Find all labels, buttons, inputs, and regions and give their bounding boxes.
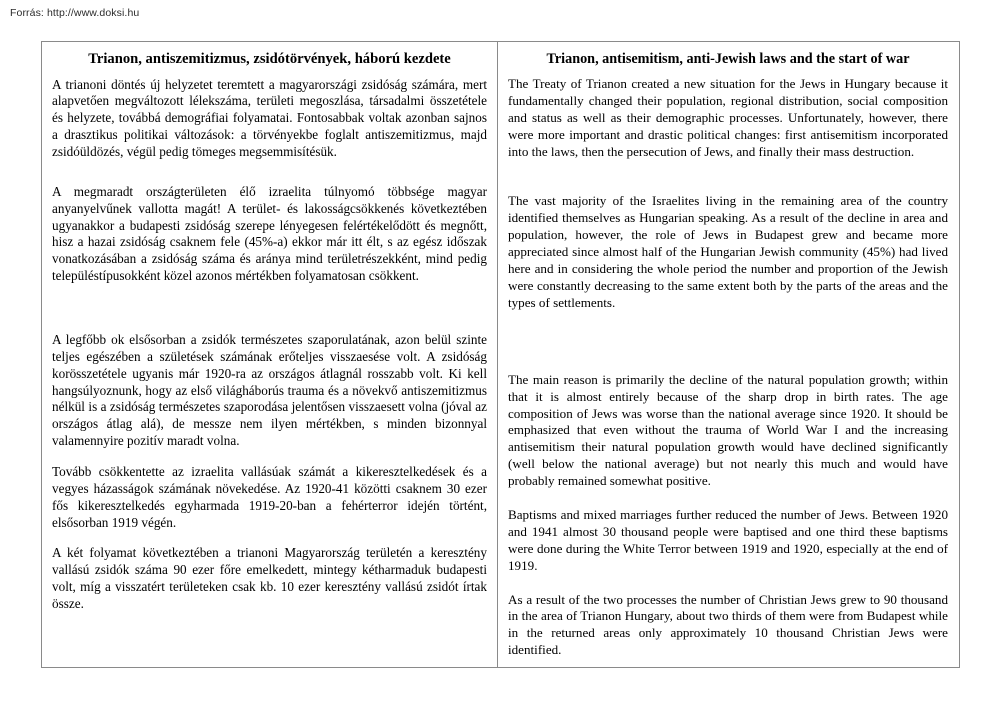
bilingual-comparison-table xyxy=(41,41,960,668)
english-paragraph-4: Baptisms and mixed marriages further reduced the number of Jews. Between 1920 and 1941 almost 30 thousand people were baptised and one third these baptisms were done during the White Terror between 1919 and 1920, especially at the end of 1919. xyxy=(508,506,948,573)
english-column-content xyxy=(508,51,948,659)
paragraph-gap xyxy=(508,312,948,372)
english-paragraph-2: The vast majority of the Israelites living in the remaining area of the country identified themselves as Hungarian speaking. As a result of the decline in area and population, however, the role of Jews in Budapest grew and became more appreciated since almost half of the Hungarian Jewish community (45%) had lived here and in considering the whole period the number and proportion of the Jewish were constantly decreasing to the same extent both by the parts of the areas and the types of settlements. xyxy=(508,193,948,310)
paragraph-gap xyxy=(52,450,487,464)
source-url-header: Forrás: http://www.doksi.hu xyxy=(10,7,140,19)
hungarian-paragraph-1: A trianoni döntés új helyzetet teremtett a magyarországi zsidóság számára, mert alapvetően megváltozott lélekszáma, területi megoszlása, társadalmi összetétele és helyzete, továbbá demográfiai folyamatai. Fontosabbak voltak azonban sajnos a drasztikus politikai változások: a törvényekbe foglalt antiszemitizmus, majd zsidóüldözés, végül pedig tömeges megsemmisítésük. xyxy=(52,76,487,159)
hungarian-paragraph-4: Tovább csökkentette az izraelita vallásúak számát a kikeresztelkedések és a vegyes házasságok számának növekedése. Az 1920-41 közötti csaknem 30 ezer fős kikeresztelkedés egyharmada 1919-20-ban a fehérterror idején történt, elsősorban 1919 végén. xyxy=(52,463,487,530)
paragraph-gap xyxy=(52,161,487,184)
paragraph-gap xyxy=(508,160,948,193)
hungarian-paragraph-5: A két folyamat következtében a trianoni Magyarország területén a keresztény vallású zsidók száma 90 ezer főre emelkedett, mintegy kétharmaduk budapesti volt, míg a visszatért területeken csak kb. 10 ezer keresztény vallású zsidót írtak össze. xyxy=(52,545,487,611)
hungarian-column-content xyxy=(52,51,487,613)
hungarian-column-heading: Trianon, antiszemitizmus, zsidótörvények, háború kezdete xyxy=(88,51,451,67)
english-column-cell xyxy=(498,42,960,668)
hungarian-paragraph-3: A legfőbb ok elsősorban a zsidók természetes szaporulatának, azon belül szinte teljes egészében a születések számának erőteljes visszaesése volt. A zsidóság korösszetétele ugyanis már 1920-ra az országos átlagnál rosszabb volt. Ki kell hangsúlyoznunk, hogy az első világháborús trauma és a növekvő antiszemitizmus nélkül is a zsidóság természetes szaporodása jelentősen visszaesett volna (jóval az országos átlag alá), de messze nem ilyen mértékben, s minden bizonnyal valamennyire pozitív maradt volna. xyxy=(52,331,487,449)
table-row xyxy=(42,42,960,668)
paragraph-gap xyxy=(52,531,487,545)
english-paragraph-3: The main reason is primarily the decline of the natural population growth; within that it is almost entirely because of the sharp drop in birth rates. The age composition of Jews was worse than the national average since 1920. It should be emphasized that even without the trauma of World War I and the increasing antisemitism their natural population growth would have declined significantly (well below the national average) but not nearly this much and would have probably remained somewhat positive. xyxy=(508,371,948,489)
english-paragraph-5: As a result of the two processes the number of Christian Jews grew to 90 thousand in the area of Trianon Hungary, about two thirds of them were from Budapest while in the returned areas only approximately 10 thousand Christian Jews were identified. xyxy=(508,591,948,658)
hungarian-paragraph-2: A megmaradt országterületen élő izraelita túlnyomó többsége magyar anyanyelvűnek vallotta magát! A terület- és lakosságcsökkenés következtében ugyanakkor a budapesti zsidóság szerepe lényegesen felértékelődött és megnőtt, hisz a hazai zsidóság csaknem fele (45%-a) ekkor már itt élt, s az egész időszak vonatkozásában a zsidóság száma és aránya mind területrészekként, mind pedig településtípusokként közel azonos mértékben folyamatosan csökkent. xyxy=(52,183,487,284)
paragraph-gap xyxy=(52,285,487,332)
paragraph-gap xyxy=(508,490,948,507)
english-column-heading: Trianon, antisemitism, anti-Jewish laws and the start of war xyxy=(546,51,910,67)
english-paragraph-1: The Treaty of Trianon created a new situation for the Jews in Hungary because it fundamentally changed their population, regional distribution, social composition and status as well as their demographic processes. Unfortunately, however, there were more important and drastic political changes: first antisemitism incorporated into the laws, then the persecution of Jews, and finally their mass destruction. xyxy=(508,76,948,159)
hungarian-column-cell xyxy=(42,42,498,668)
paragraph-gap xyxy=(508,575,948,592)
